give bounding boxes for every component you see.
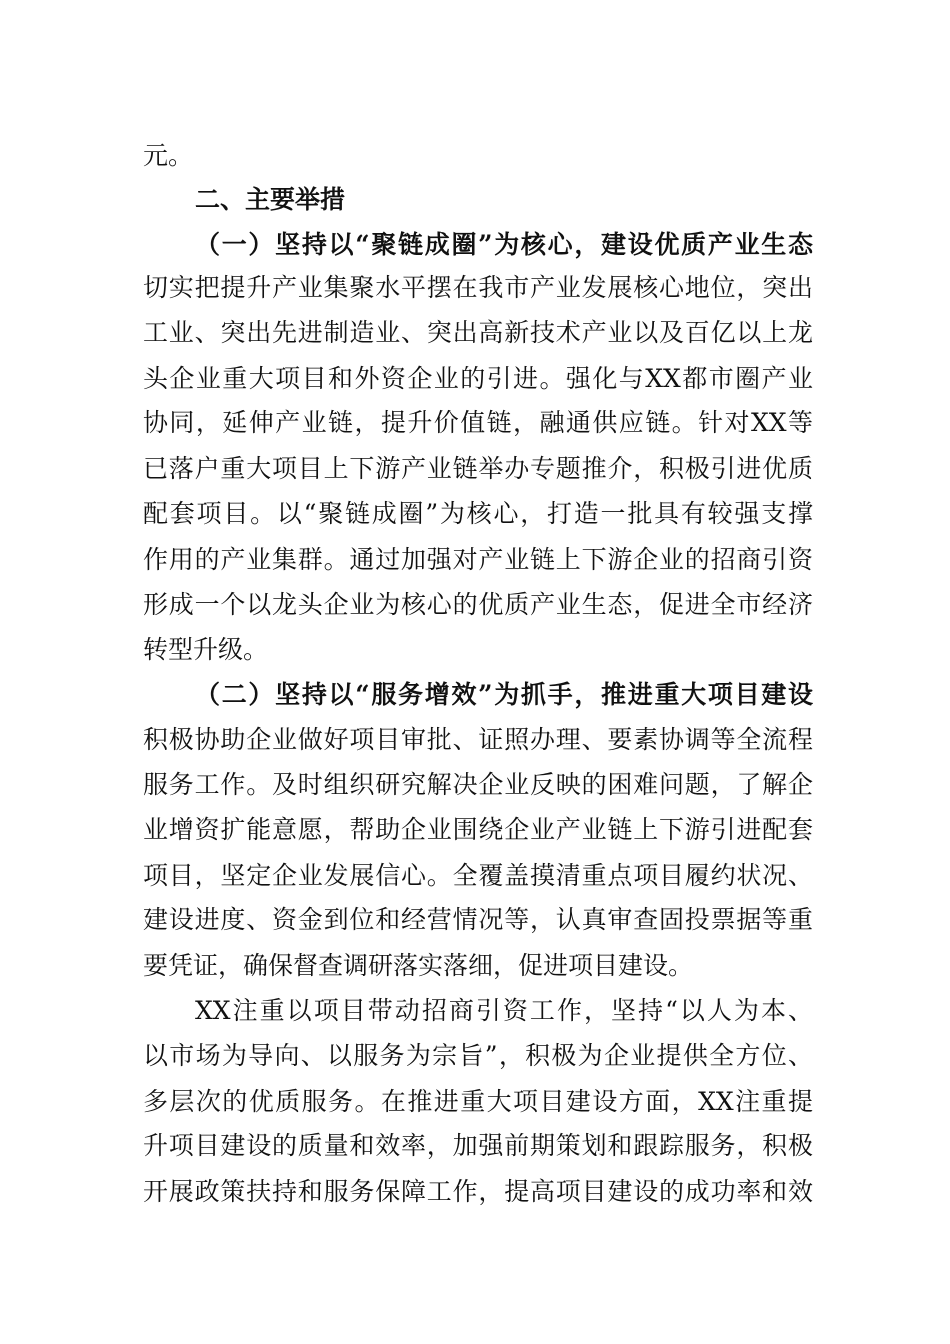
text-line: 以市场为导向、以服务为宗旨”，积极为企业提供全方位、 [143,1041,813,1070]
text-line: 项目，坚定企业发展信心。全覆盖摸清重点项目履约状况、 [143,861,813,890]
text-line: 积极协助企业做好项目审批、证照办理、要素协调等全流程 [143,725,813,754]
text-line: 已落户重大项目上下游产业链举办专题推介，积极引进优质 [143,454,813,483]
text-line: 元。 [143,141,194,170]
subsection-heading: （一）坚持以“聚链成圈”为核心，建设优质产业生态 [195,230,813,259]
text-line: 升项目建设的质量和效率，加强前期策划和跟踪服务，积极 [143,1131,813,1160]
text-line: 切实把提升产业集聚水平摆在我市产业发展核心地位，突出 [143,273,813,302]
text-line: 多层次的优质服务。在推进重大项目建设方面，XX注重提 [143,1087,813,1116]
text-line: 作用的产业集群。通过加强对产业链上下游企业的招商引资 [143,545,813,574]
text-line: 要凭证，确保督查调研落实落细，促进项目建设。 [143,951,694,980]
text-line: 建设进度、资金到位和经营情况等，认真审查固投票据等重 [143,905,813,934]
text-line: 协同，延伸产业链，提升价值链，融通供应链。针对XX等 [143,408,813,437]
text-line: 工业、突出先进制造业、突出高新技术产业以及百亿以上龙 [143,318,813,347]
text-line: 开展政策扶持和服务保障工作，提高项目建设的成功率和效 [143,1177,813,1206]
text-line: 头企业重大项目和外资企业的引进。强化与XX都市圈产业 [143,364,813,393]
text-line: 配套项目。以“聚链成圈”为核心，打造一批具有较强支撑 [143,499,813,528]
text-line: 业增资扩能意愿，帮助企业围绕企业产业链上下游引进配套 [143,815,813,844]
text-line: 转型升级。 [143,635,269,664]
text-line: 形成一个以龙头企业为核心的优质产业生态，促进全市经济 [143,590,813,619]
text-line: XX注重以项目带动招商引资工作，坚持“以人为本、 [195,996,813,1025]
subsection-heading: （二）坚持以“服务增效”为抓手，推进重大项目建设 [195,680,813,709]
text-line: 服务工作。及时组织研究解决企业反映的困难问题，了解企 [143,770,813,799]
section-heading: 二、主要举措 [195,185,346,214]
